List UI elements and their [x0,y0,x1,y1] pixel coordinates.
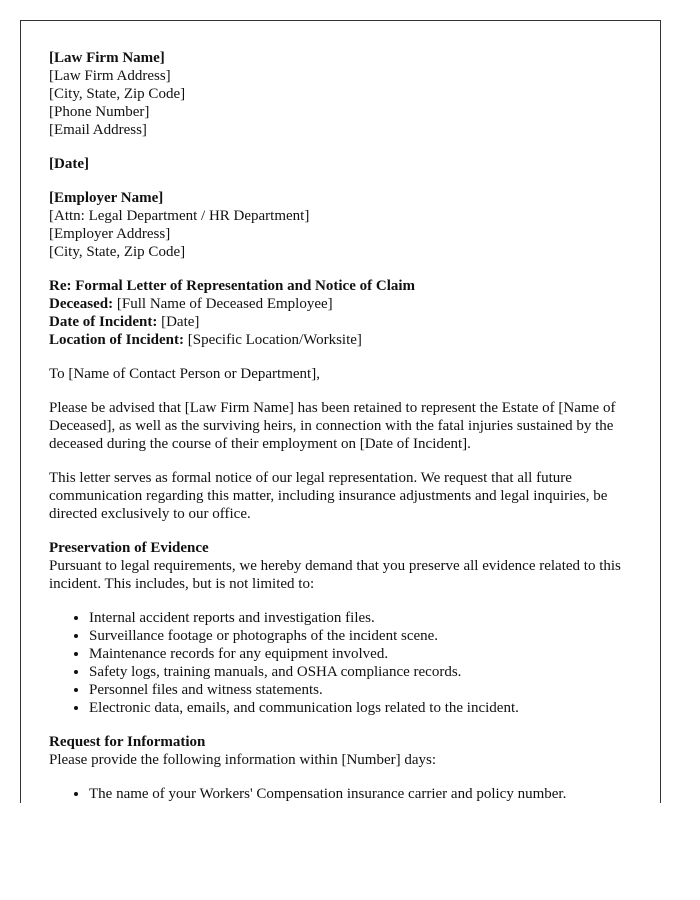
sender-block [49,49,649,139]
list-item: • Safety logs, training manuals, and OSHA compliance records. [89,663,649,681]
letter-date: [Date] [49,156,89,172]
sender-city: [City, State, Zip Code] [49,86,186,102]
recipient-block [49,189,649,261]
re-location-label: Location of Incident: [49,332,184,348]
request-heading: Request for Information [49,734,206,750]
request-list [49,785,649,803]
sender-email: [Email Address] [49,122,147,138]
recipient-address: [Employer Address] [49,226,171,242]
body-paragraph: This letter serves as formal notice of our legal representation. We request that all future communication regarding this matter, including insurance adjustments and legal inquiries, be directed exclusively to our office. [49,470,608,522]
list-item: • Maintenance records for any equipment involved. [89,645,649,663]
request-section [49,733,649,769]
re-location-value: [Specific Location/Worksite] [184,332,362,348]
preservation-list [49,609,649,717]
preservation-section [49,539,649,593]
list-item: • The name of your Workers' Compensation insurance carrier and policy number. [89,785,649,803]
preservation-intro: Pursuant to legal requirements, we hereby demand that you preserve all evidence related to this incident. This includes, but is not limited to: [49,558,621,592]
sender-address: [Law Firm Address] [49,68,171,84]
recipient-name: [Employer Name] [49,190,164,206]
sender-firm-name: [Law Firm Name] [49,50,165,66]
re-deceased-value: [Full Name of Deceased Employee] [113,296,333,312]
re-date-label: Date of Incident: [49,314,158,330]
list-item: • Internal accident reports and investigation files. [89,609,649,627]
date-block [49,155,649,173]
salutation: To [Name of Contact Person or Department], [49,366,320,382]
request-intro: Please provide the following information within [Number] days: [49,752,437,768]
list-item: • Personnel files and witness statements. [89,681,649,699]
recipient-attn: [Attn: Legal Department / HR Department] [49,208,310,224]
re-block [49,277,649,349]
recipient-city: [City, State, Zip Code] [49,244,186,260]
preservation-heading: Preservation of Evidence [49,540,209,556]
sender-phone: [Phone Number] [49,104,150,120]
re-date-value: [Date] [157,314,200,330]
list-item: • Electronic data, emails, and communication logs related to the incident. [89,699,649,717]
re-date [49,313,649,331]
letter-page [20,20,661,803]
body-paragraph: Please be advised that [Law Firm Name] has been retained to represent the Estate of [Name of Deceased], as well as the surviving heirs, in connection with the fatal injuries sustained by the deceased during the course of their employment on [Date of Incident]. [49,400,616,452]
re-subject: Re: Formal Letter of Representation and Notice of Claim [49,278,416,294]
list-item: • Surveillance footage or photographs of the incident scene. [89,627,649,645]
re-location [49,331,649,349]
re-deceased [49,295,649,313]
re-deceased-label: Deceased: [49,296,114,312]
